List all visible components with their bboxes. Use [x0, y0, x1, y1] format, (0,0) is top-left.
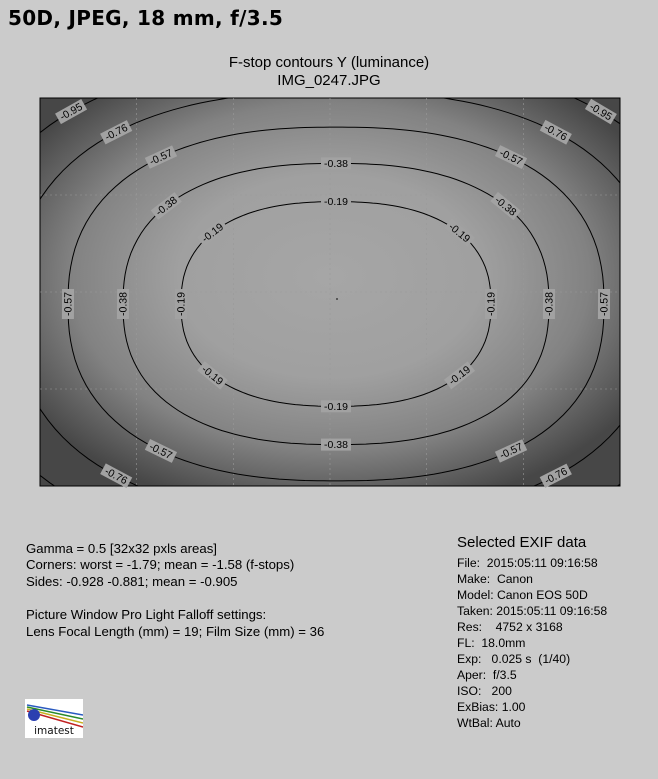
exif-title: Selected EXIF data: [457, 534, 587, 551]
contour-label: -0.38: [153, 194, 180, 219]
contour-label: -0.57: [147, 147, 175, 168]
imatest-logo-icon: [25, 699, 83, 738]
contour-label: -0.19: [324, 400, 348, 413]
contour-label: -0.76: [103, 121, 130, 144]
contour-label: -0.38: [492, 194, 519, 219]
stats-gamma: Gamma = 0.5 [32x32 pxls areas]: [26, 541, 217, 556]
logo-text: imatest: [34, 725, 74, 737]
exif-panel: [457, 535, 607, 731]
contour-label: -0.57: [598, 292, 611, 317]
exif-row: Taken: 2015:05:11 09:16:58: [457, 604, 608, 618]
contour-label: -0.57: [62, 292, 75, 317]
stats-pwp-settings: Lens Focal Length (mm) = 19; Film Size (mm) = 36: [26, 623, 325, 639]
exif-row: WtBal: Auto: [457, 716, 521, 730]
contour-label: -0.38: [543, 292, 556, 317]
exif-row: ISO: 200: [457, 684, 512, 698]
contour-label: -0.95: [587, 100, 614, 124]
contour-label: -0.76: [542, 121, 569, 144]
contour-label: -0.19: [485, 292, 498, 317]
contour-label: -0.19: [175, 292, 188, 317]
contour-label: -0.57: [497, 146, 525, 169]
contour-label: -0.19: [199, 221, 226, 246]
exif-row: Exp: 0.025 s (1/40): [457, 652, 571, 666]
contour-label: -0.19: [446, 220, 473, 246]
exif-row: FL: 18.0mm: [457, 636, 526, 650]
stats-block: [26, 541, 324, 640]
contour-label: -0.57: [497, 440, 525, 462]
chart-subtitle: IMG_0247.JPG: [277, 72, 381, 89]
exif-row: Make: Canon: [457, 572, 533, 586]
center-marker: [336, 298, 338, 300]
contour-label: -0.38: [117, 292, 130, 317]
page-title: 50D, JPEG, 18 mm, f/3.5: [8, 6, 284, 30]
exif-row: Aper: f/3.5: [457, 668, 517, 682]
stats-corners: Corners: worst = -1.79; mean = -1.58 (f-stops): [26, 557, 295, 573]
contour-label: -0.19: [446, 363, 473, 388]
stats-sides: Sides: -0.928 -0.881; mean = -0.905: [26, 573, 238, 589]
contour-label: -0.76: [542, 465, 570, 488]
contour-label: -0.38: [324, 157, 348, 170]
contour-label: -0.76: [102, 465, 130, 488]
contour-label: -0.19: [199, 363, 226, 388]
exif-row: File: 2015:05:11 09:16:58: [457, 556, 598, 570]
stats-pwp-heading: Picture Window Pro Light Falloff settings:: [26, 607, 267, 623]
contour-label: -0.19: [324, 196, 348, 209]
exif-row: Res: 4752 x 3168: [457, 620, 563, 634]
exif-row: ExBias: 1.00: [457, 700, 526, 714]
contour-label: -0.95: [57, 100, 85, 124]
contour-label: -0.57: [147, 440, 175, 462]
contour-label: -0.38: [324, 439, 348, 452]
exif-row: Model: Canon EOS 50D: [457, 588, 588, 602]
chart-title: F-stop contours Y (luminance): [228, 54, 430, 71]
